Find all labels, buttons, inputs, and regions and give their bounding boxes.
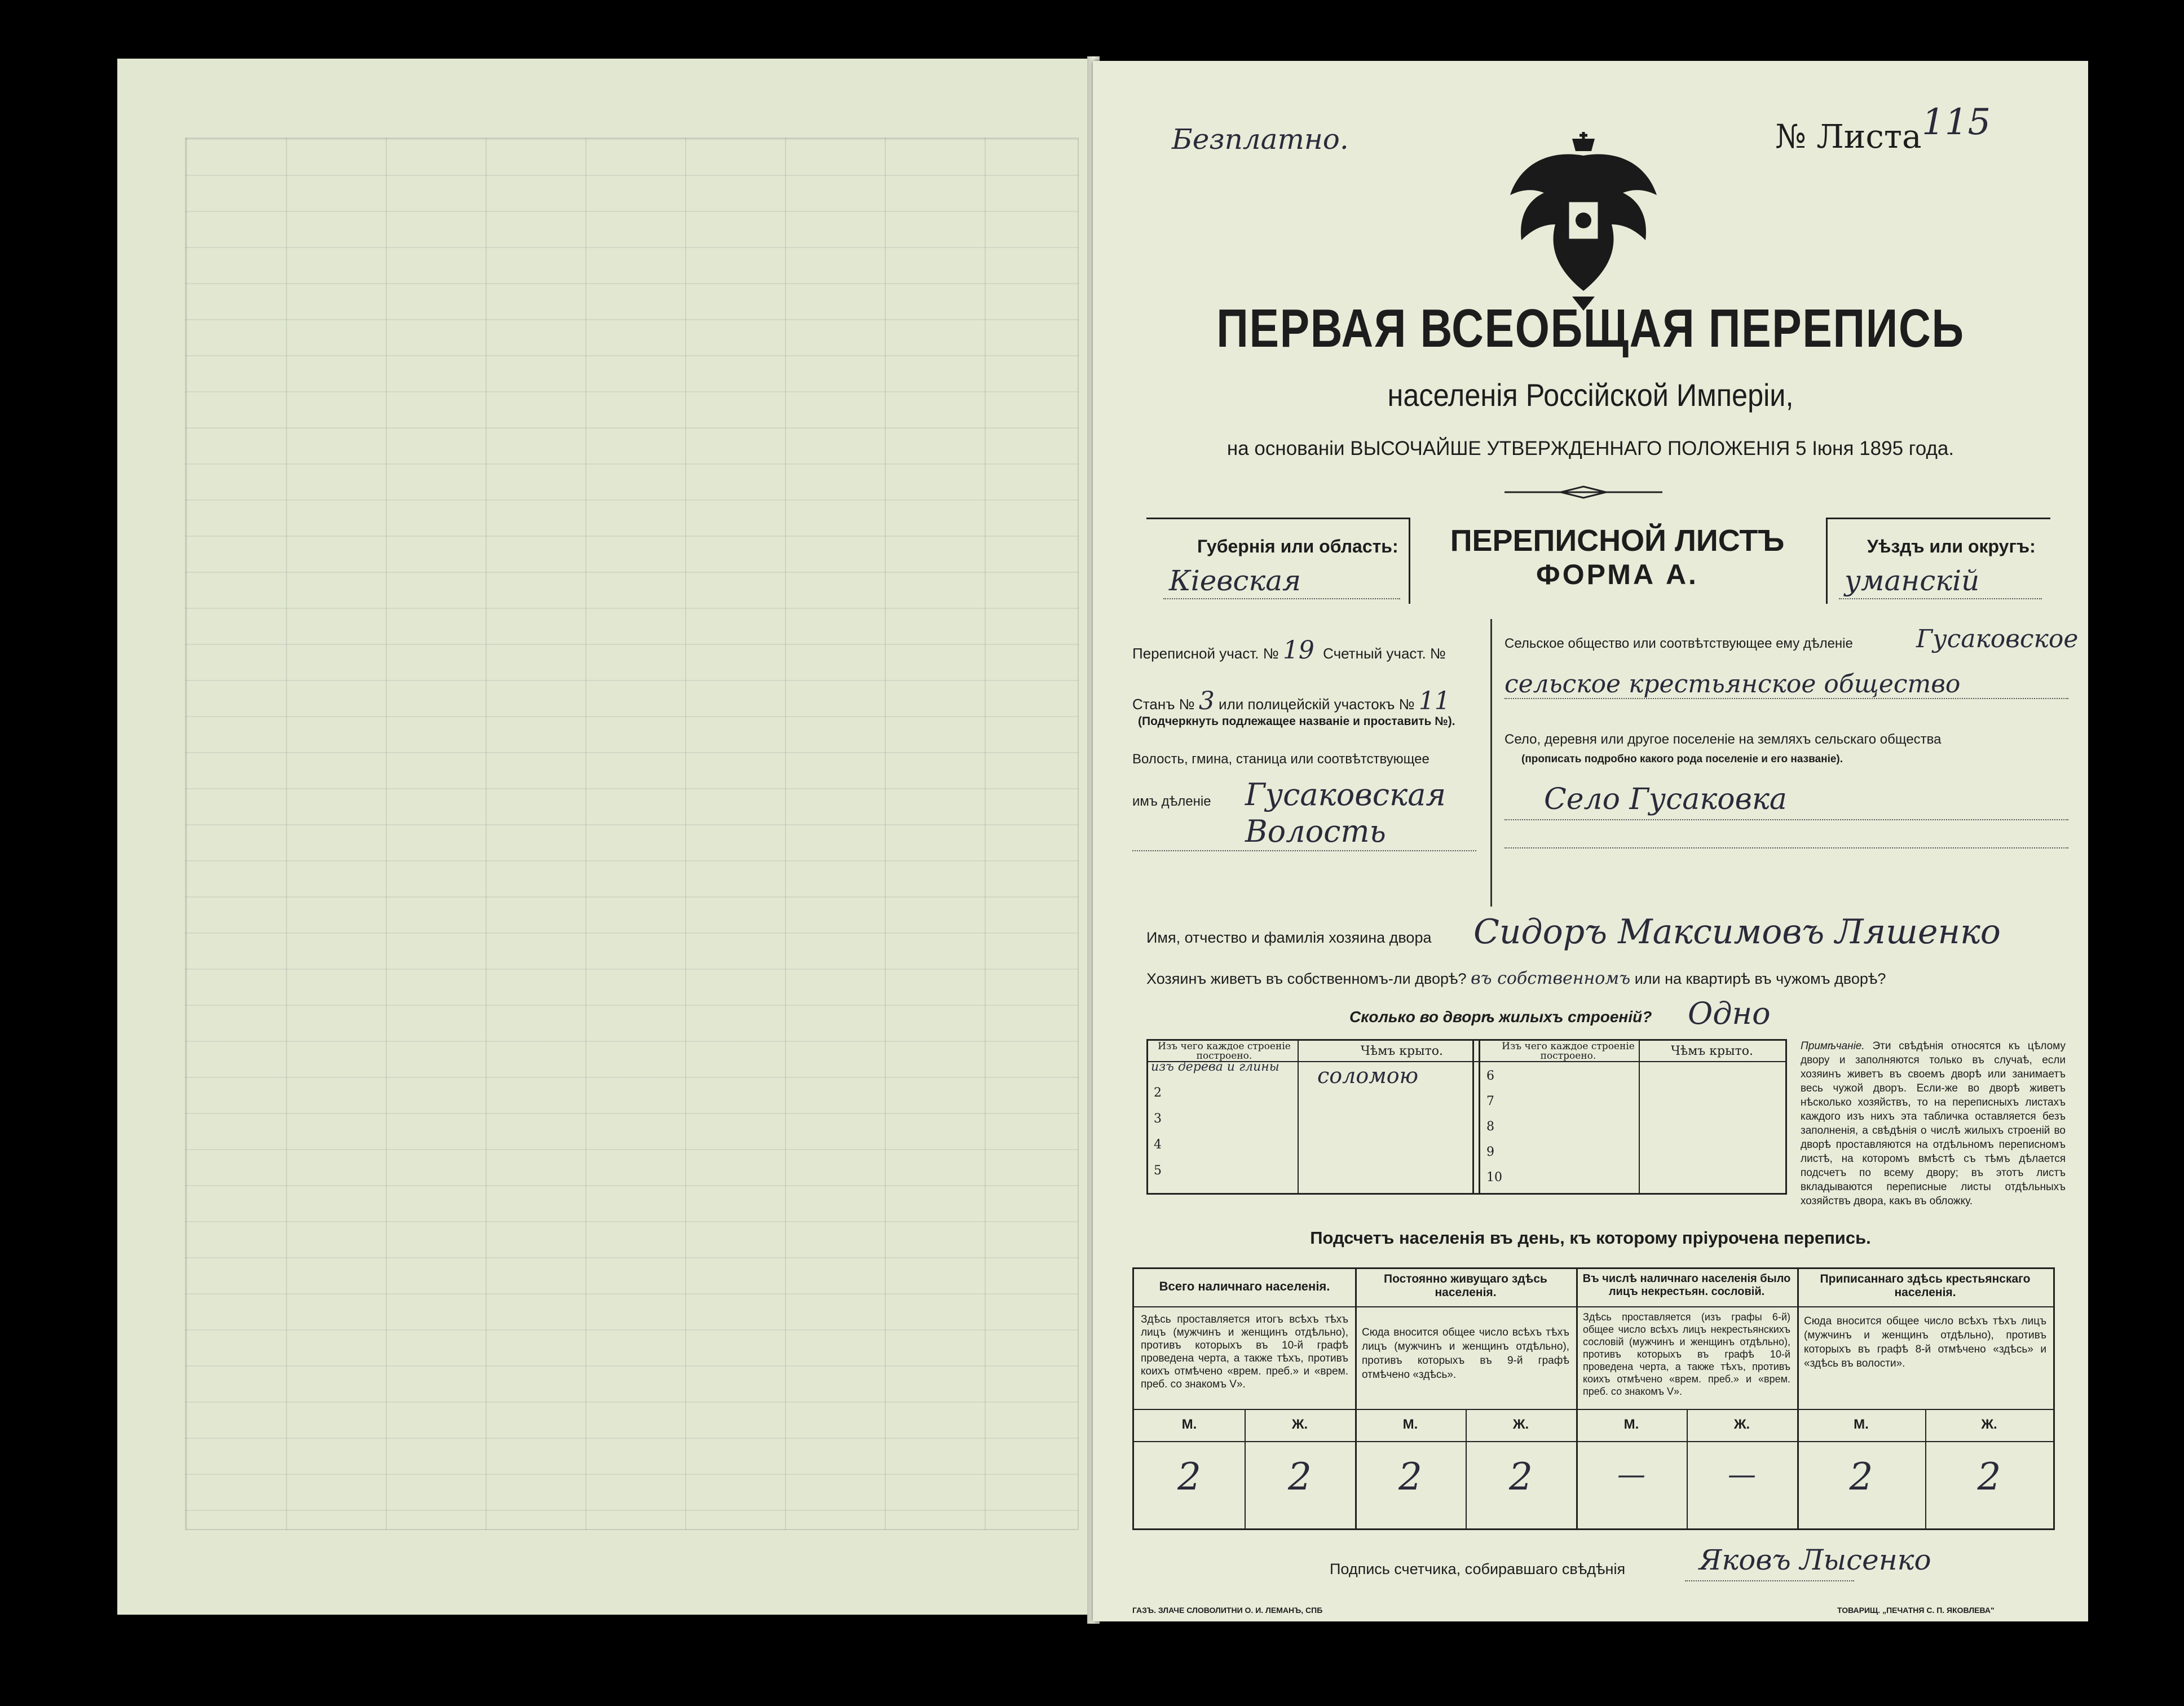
form-basis-line: на основаніи ВЫСОЧАЙШЕ УТВЕРЖДЕННАГО ПОЛОЖЕНІЯ 5 Іюня 1895 года. <box>1226 437 1954 459</box>
form-subtitle: населенія Россійской Имперіи, <box>1387 377 1794 413</box>
note-title: Примѣчаніе. <box>1801 1040 1865 1052</box>
building-material: изъ дерева и глины <box>1151 1060 1279 1074</box>
male-count: 2 <box>1849 1455 1873 1499</box>
owner-residence-label: Хозяинъ живетъ въ собственномъ-ли дворѣ? <box>1146 970 1467 987</box>
volost-label-2: имъ дѣленіе <box>1132 794 1211 809</box>
owner-name-label: Имя, отчество и фамилія хозяина двора <box>1146 929 1432 946</box>
village-note: (прописать подробно какого рода поселеніе и его названіе). <box>1521 753 1843 765</box>
male-count: 2 <box>1398 1455 1422 1499</box>
left-page <box>117 59 1096 1615</box>
note-text: Эти свѣдѣнія относятся къ цѣлому двору и заполняются только въ случаѣ, если хозяинъ живетъ въ своемъ дворѣ или занимаетъ весь чужой дворъ. Если-же во дворѣ живетъ нѣсколько хозяйствъ, то на переписныхъ листахъ каждого изъ нихъ эта табличка оставляется безъ заполненія, а свѣдѣнія о числѣ жилыхъ строеній во дворѣ проставляются на отдѣльномъ переписномъ листѣ, на которомъ вмѣстѣ съ тѣмъ дѣлается подсчетъ по всему двору; въ этотъ листъ вкладываются переписные листы отдѣльныхъ хозяйствъ двора, какъ въ обложку. <box>1801 1040 2066 1207</box>
building-row: 7 <box>1486 1094 1494 1108</box>
district-label: Уѣздъ или округъ: <box>1867 536 2036 556</box>
count-section-label: Счетный участ. № <box>1323 645 1446 662</box>
census-form-page <box>1093 61 2088 1621</box>
buildings-table <box>1146 1039 1787 1195</box>
free-label: Безплатно. <box>1172 123 1349 156</box>
village-value: Село Гусаковка <box>1544 783 1787 816</box>
count-column <box>1134 1269 1357 1528</box>
female-count: 2 <box>1977 1455 2001 1499</box>
male-count: 2 <box>1177 1455 1201 1499</box>
building-row: 8 <box>1486 1120 1494 1134</box>
building-row: 5 <box>1154 1164 1162 1178</box>
material-header-1: Изъ чего каждое строеніе построено. <box>1158 1041 1291 1062</box>
location-fields-left <box>1132 625 1482 907</box>
volost-value-2: Волость <box>1245 814 1386 849</box>
male-label: М. <box>1181 1417 1197 1432</box>
buildings-rows-right <box>1486 1069 1627 1196</box>
building-row <box>1151 1060 1470 1088</box>
volost-value-1: Гусаковская <box>1245 777 1446 812</box>
count-column <box>1797 1269 2053 1528</box>
signature-label: Подпись счетчика, собиравшаго свѣдѣнія <box>1330 1561 1626 1577</box>
count-column <box>1576 1269 1799 1528</box>
footer-left: ГАЗЪ. ЗЛАЧЕ СЛОВОЛИТНИ О. И. ЛЕМАНЪ, СПБ <box>1132 1606 1323 1615</box>
imperial-eagle-icon <box>1499 127 1668 313</box>
province-label: Губернія или область: <box>1197 536 1398 556</box>
society-value-2: сельское крестьянское общество <box>1504 670 1961 699</box>
ornament-divider <box>1499 484 1668 501</box>
stan-value: 3 <box>1198 687 1215 715</box>
building-row: 4 <box>1154 1138 1162 1152</box>
building-row: 2 <box>1154 1086 1162 1100</box>
female-count: 2 <box>1509 1455 1533 1499</box>
volost-label: Волость, гмина, станица или соотвѣтствующее <box>1132 752 1429 767</box>
district-value: уманскій <box>1845 564 1980 597</box>
society-value-1: Гусаковское <box>1916 625 2079 653</box>
province-value: Кіевская <box>1169 564 1301 597</box>
count-column-desc: Сюда вносится общее число всѣхъ тѣхъ лицъ (мужчинъ и женщинъ отдѣльно), противъ которыхъ въ графѣ 8-й отмѣчено «здѣсь» и «здѣсь въ волости». <box>1804 1315 2046 1369</box>
signature-value: Яковъ Лысенко <box>1699 1544 1931 1576</box>
owner-residence-value: въ собственномъ <box>1471 969 1631 988</box>
column-divider <box>1490 619 1492 907</box>
faint-table-grid <box>185 138 1079 1530</box>
form-title: ПЕРВАЯ ВСЕОБЩАЯ ПЕРЕПИСЬ <box>1216 298 1965 359</box>
building-row: 9 <box>1486 1145 1494 1159</box>
location-fields-right <box>1499 625 2079 907</box>
female-label: Ж. <box>1291 1417 1308 1432</box>
count-column-desc: Здѣсь проставляется (изъ графы 6-й) общее число всѣхъ лицъ некрестьянскихъ сословій (мужчинъ и женщинъ отдѣльно), противъ которыхъ въ графѣ 10-й проведена черта, а также тѣхъ, противъ коихъ отмѣчено «врем. преб.» и «врем. преб. со знакомъ V». <box>1583 1311 1790 1397</box>
female-label: Ж. <box>1733 1417 1750 1432</box>
stan-label: Станъ № <box>1132 696 1195 713</box>
male-label: М. <box>1402 1417 1418 1432</box>
population-count-table <box>1132 1267 2055 1530</box>
form-sheet-title: ПЕРЕПИСНОЙ ЛИСТЪ <box>1450 524 1785 558</box>
female-label: Ж. <box>1981 1417 1997 1432</box>
material-header-2: Изъ чего каждое строеніе построено. <box>1502 1041 1635 1062</box>
male-count: — <box>1617 1458 1645 1491</box>
male-label: М. <box>1854 1417 1869 1432</box>
census-section-value: 19 <box>1282 636 1314 665</box>
count-column-title: Въ числѣ наличнаго населенія было лицъ некрестьян. сословій. <box>1576 1269 1797 1307</box>
form-letter: ФОРМА А. <box>1536 559 1698 590</box>
footer-right: ТОВАРИЩ. „ПЕЧАТНЯ С. П. ЯКОВЛЕВА" <box>1837 1606 1995 1615</box>
sheet-number-value: 115 <box>1922 101 1991 143</box>
count-column-desc: Сюда вносится общее число всѣхъ тѣхъ лицъ (мужчинъ и женщинъ отдѣльно), противъ которыхъ въ 9-й графѣ отмѣчено «здѣсь». <box>1362 1327 1569 1381</box>
building-row: 10 <box>1486 1170 1502 1185</box>
count-column-title: Всего наличнаго населенія. <box>1134 1269 1355 1307</box>
sheet-number-label: № Листа <box>1775 117 1922 156</box>
police-section-value: 11 <box>1418 687 1450 715</box>
count-heading: Подсчетъ населенія въ день, къ которому пріурочена перепись. <box>1310 1228 1871 1248</box>
roof-header-2: Чѣмъ крыто. <box>1670 1044 1754 1058</box>
female-count: — <box>1728 1458 1756 1491</box>
building-roof: соломою <box>1317 1063 1419 1088</box>
count-column <box>1355 1269 1578 1528</box>
roof-header-1: Чѣмъ крыто. <box>1360 1044 1444 1058</box>
count-column-title: Приписаннаго здѣсь крестьянскаго населенія. <box>1797 1269 2053 1307</box>
owner-block <box>1146 912 2049 1042</box>
form-header-box <box>1146 518 2049 602</box>
society-label: Сельское общество или соотвѣтствующее ему дѣленіе <box>1504 636 1853 651</box>
building-row: 6 <box>1486 1069 1494 1083</box>
buildings-count-value: Одно <box>1688 996 1771 1031</box>
buildings-count-label: Сколько во дворѣ жилыхъ строеній? <box>1349 1008 1652 1026</box>
owner-name-value: Сидоръ Максимовъ Ляшенко <box>1473 912 2001 952</box>
village-label: Село, деревня или другое поселеніе на земляхъ сельскаго общества <box>1504 732 1942 747</box>
note-block <box>1801 1039 2066 1208</box>
count-column-title: Постоянно живущаго здѣсь населенія. <box>1355 1269 1576 1307</box>
buildings-rows-left <box>1151 1060 1470 1190</box>
female-label: Ж. <box>1512 1417 1529 1432</box>
police-section-label: или полицейскій участокъ № <box>1219 696 1415 713</box>
census-section-label: Переписной участ. № <box>1132 645 1279 662</box>
building-row: 3 <box>1154 1112 1162 1126</box>
female-count: 2 <box>1288 1455 1312 1499</box>
owner-residence-label-2: или на квартирѣ въ чужомъ дворѣ? <box>1634 970 1886 987</box>
male-label: М. <box>1623 1417 1639 1432</box>
count-column-desc: Здѣсь проставляется итогъ всѣхъ тѣхъ лицъ (мужчинъ и женщинъ отдѣльно), противъ которыхъ въ 10-й графѣ проведена черта, а также тѣхъ, противъ коихъ отмѣчено «врем. преб.» и «врем. преб. со знакомъ V». <box>1141 1314 1348 1390</box>
underline-note: (Подчеркнуть подлежащее названіе и проставить №). <box>1138 715 1455 728</box>
